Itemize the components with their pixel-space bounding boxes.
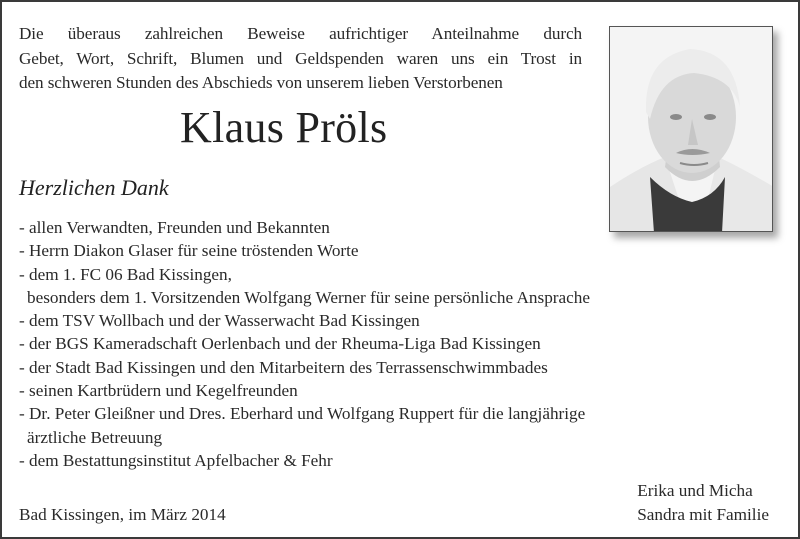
signatories xyxy=(637,479,769,527)
thanks-list xyxy=(19,216,699,472)
deceased-name: Klaus Pröls xyxy=(180,103,388,152)
place-and-date: Bad Kissingen, im März 2014 xyxy=(19,505,226,524)
list-item: - dem 1. FC 06 Bad Kissingen, xyxy=(19,264,232,284)
signatory: Erika und Micha xyxy=(637,481,753,500)
intro-line: den schweren Stunden des Abschieds von unserem lieben Verstorbenen xyxy=(19,73,503,92)
list-item: - allen Verwandten, Freunden und Bekannten xyxy=(19,218,330,237)
intro-line: Gebet, Wort, Schrift, Blumen und Geldspenden waren uns ein Trost in xyxy=(19,48,582,68)
list-item: - der BGS Kameradschaft Oerlenbach und der Rheuma-Liga Bad Kissingen xyxy=(19,334,541,354)
list-item: - der Stadt Bad Kissingen und den Mitarbeitern des Terrassenschwimmbades xyxy=(19,357,548,377)
portrait-photo-icon xyxy=(610,27,773,232)
list-item: - seinen Kartbrüdern und Kegelfreunden xyxy=(19,381,298,401)
intro-paragraph xyxy=(19,22,582,96)
signatory: Sandra mit Familie xyxy=(637,505,769,524)
list-item-continuation: ärztliche Betreuung xyxy=(27,427,163,447)
portrait-photo xyxy=(609,26,773,232)
thanks-heading: Herzlichen Dank xyxy=(19,175,169,200)
list-item-continuation: besonders dem 1. Vorsitzenden Wolfgang Werner für seine persönliche Ansprache xyxy=(27,287,590,307)
list-item: - dem TSV Wollbach und der Wasserwacht Bad Kissingen xyxy=(19,311,420,331)
list-item: - Dr. Peter Gleißner und Dres. Eberhard und Wolfgang Ruppert für die langjährige xyxy=(19,404,586,424)
list-item: - dem Bestattungsinstitut Apfelbacher & Fehr xyxy=(19,450,333,470)
list-item: - Herrn Diakon Glaser für seine tröstenden Worte xyxy=(19,241,359,261)
intro-line: Die überaus zahlreichen Beweise aufrichtiger Anteilnahme durch xyxy=(19,24,582,43)
